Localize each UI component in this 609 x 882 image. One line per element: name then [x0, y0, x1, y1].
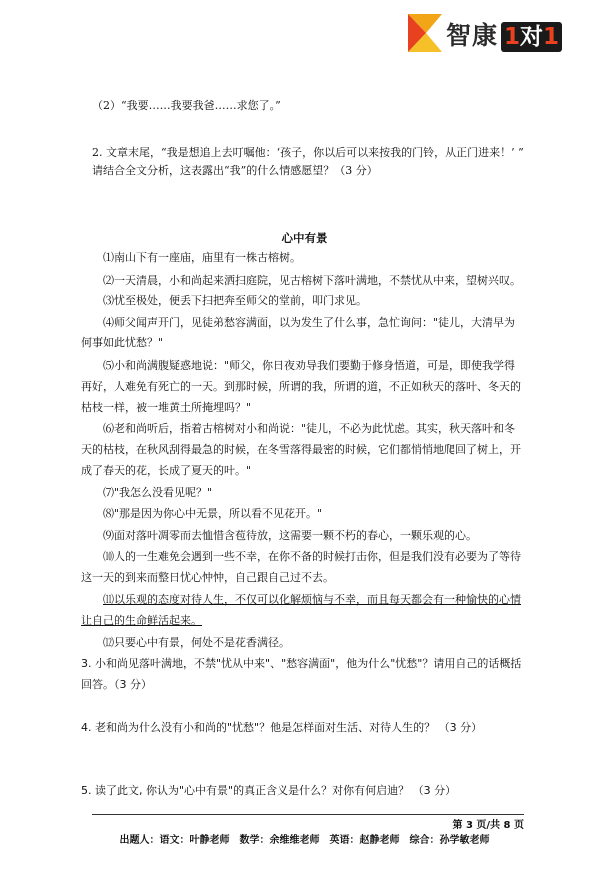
question-5: 5. 读了此文, 你认为"心中有景"的真正含义是什么？对你有何启迪？ （3 分） [81, 784, 457, 797]
article-para-10-line-1: ⑽人的一生难免会遇到一些不幸，在你不备的时候打击你，但是我们没有必要为了等待 [103, 550, 521, 563]
question-2-line-1: 2. 文章末尾，“我是想追上去叮嘱他：‘孩子，你以后可以来按我的门铃，从正门进来！’ ” [92, 146, 524, 159]
logo-text [446, 16, 562, 52]
logo-mark-icon [404, 12, 444, 54]
article-para-5-line-2: 再好，人难免有死亡的一天。到那时候，所谓的我，所谓的道，不正如秋天的落叶、冬天的 [81, 380, 521, 393]
article-para-5-line-1: ⑸小和尚满腹疑惑地说："师父，你日夜劝导我们要勤于修身悟道，可是，即使我学得 [103, 359, 516, 372]
page-number: 第 3 页/共 8 页 [452, 820, 524, 831]
article-para-1: ⑴南山下有一座庙，庙里有一株古榕树。 [103, 251, 301, 264]
logo-badge [501, 22, 562, 52]
article-para-6-line-2: 天的枯枝，在秋风刮得最急的时候，在冬雪落得最密的时候，它们都悄悄地爬回了树上，开 [81, 443, 521, 456]
article-para-9: ⑼面对落叶凋零而去恤惜含苞待放，这需要一颗不朽的春心，一颗乐观的心。 [103, 529, 477, 542]
logo-badge-one-a: 1 [504, 24, 521, 50]
article-para-6-line-3: 成了春天的花，长成了夏天的叶。" [81, 464, 252, 477]
logo-badge-one-b: 1 [543, 24, 560, 50]
question-3-line-2: 回答。（3 分） [81, 678, 152, 691]
article-para-3: ⑶忧至极处，便丢下扫把奔至师父的堂前，叩门求见。 [103, 294, 367, 307]
logo [404, 10, 582, 56]
article-para-8: ⑻"那是因为你心中无景，所以看不见花开。" [103, 507, 323, 520]
article-title: 心中有景 [281, 231, 328, 245]
question-3-line-1: 3. 小和尚见落叶满地，不禁"忧从中来"、"愁容满面"，他为什么"忧愁"？请用自己的话概括 [81, 657, 522, 670]
article-para-2: ⑵一天清晨，小和尚起来洒扫庭院，见古榕树下落叶满地，不禁忧从中来，望树兴叹。 [103, 274, 521, 287]
answer-line-2: （2）“我要……我要我爸……求您了。” [92, 99, 281, 112]
article-para-4-line-1: ⑷师父闻声开门，见徒弟愁容满面，以为发生了什么事，急忙询问："徒儿，大清早为 [103, 316, 516, 329]
article-para-6-line-1: ⑹老和尚听后，指着古榕树对小和尚说："徒儿，不必为此忧虑。其实，秋天落叶和冬 [103, 422, 516, 435]
article-para-7: ⑺"我怎么没看见呢？" [103, 486, 213, 499]
article-para-5-line-3: 枯枝一样，被一堆黄土所掩埋吗？" [81, 401, 252, 414]
footer-divider [92, 814, 524, 815]
article-para-4-line-2: 何事如此忧愁？" [81, 336, 164, 349]
footer-credits: 出题人：语文：叶静老师 数学：余维维老师 英语：赵静老师 综合：孙学敏老师 [119, 835, 490, 846]
logo-badge-mid: 对 [520, 24, 544, 50]
question-2-line-2: 请结合全文分析，这表露出“我”的什么情感愿望？（3 分） [92, 164, 378, 177]
article-para-12: ⑿只要心中有景，何处不是花香满径。 [103, 636, 290, 649]
logo-word: 智康 [446, 21, 499, 50]
article-para-10-line-2: 这一天的到来而整日忧心忡忡，自己跟自己过不去。 [81, 571, 334, 584]
question-4: 4. 老和尚为什么没有小和尚的"忧愁"？他是怎样面对生活、对待人生的？ （3 分） [81, 721, 483, 734]
article-para-11-line-2: 让自己的生命鲜活起来。 [81, 614, 202, 627]
article-para-11-line-1: ⑾以乐观的态度对待人生，不仅可以化解烦恼与不幸，而且每天都会有一种愉快的心情 [103, 593, 521, 606]
